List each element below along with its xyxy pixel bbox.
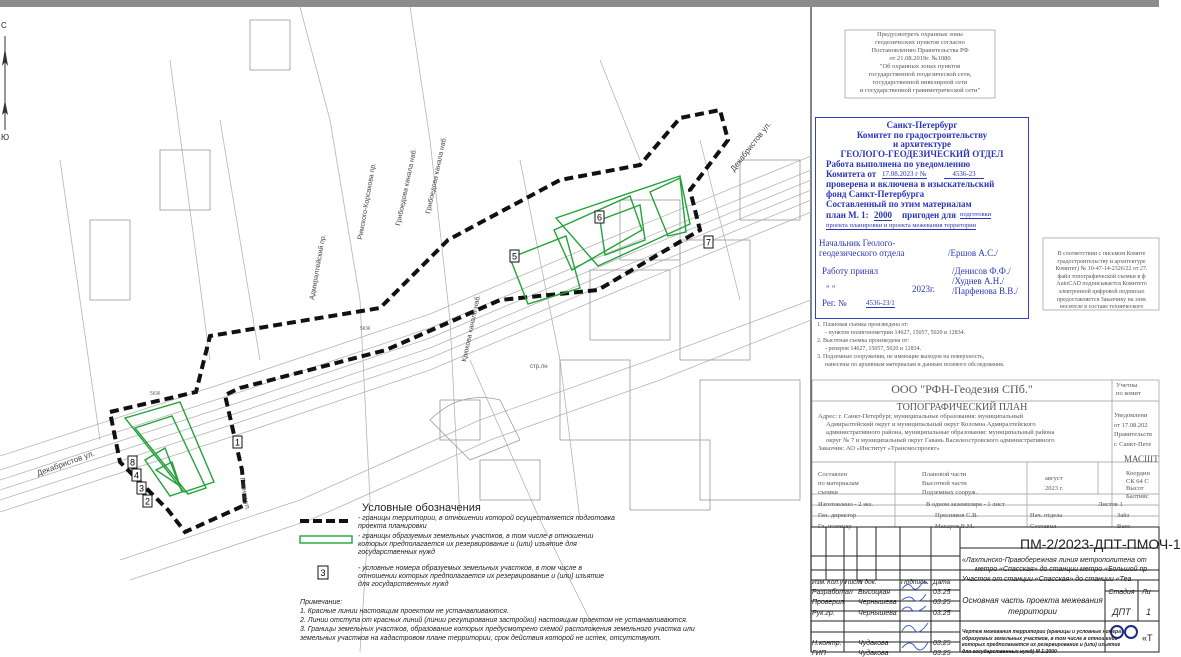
survey-line: 2. Высотная съемка произведена от: (817, 338, 910, 344)
notice-line: от 17.08.202 (1114, 421, 1148, 429)
date-cell: 03.25 (933, 589, 951, 596)
stamp-name: /Парфенова В.В./ (952, 286, 1019, 296)
stamp-line: проекта планировки и проекта межевания территории (826, 222, 977, 229)
role-cell: Проверил (812, 599, 844, 606)
survey-notes (817, 321, 1047, 369)
accounting-line: по комит (1116, 390, 1141, 397)
stamp-number: 4536-23 (944, 170, 984, 179)
zones-line: геодезических пунктов согласно (875, 39, 965, 46)
table-cell: Вахо (1117, 523, 1131, 530)
letter-line: AutoCAD подписывается Комитето (1056, 281, 1147, 288)
stamp-line: ГЕОЛОГО-ГЕОДЕЗИЧЕСКИЙ ОТДЕЛ (840, 149, 1004, 159)
sheet-header: Ли (1142, 589, 1151, 596)
survey-line: 1. Плановая съемка произведена от: (817, 322, 909, 328)
table-cell: В одном экземпляре - 1 лист (926, 501, 1005, 508)
north-arrow-icon (2, 36, 8, 130)
accounting-note (1116, 382, 1141, 398)
stamp-line: план М. 1: (826, 210, 869, 220)
col-header: N док. (858, 579, 877, 586)
drawing-sheet (0, 7, 1181, 657)
col-header: Изм. (812, 579, 826, 586)
zones-line: государственной геодезической сети, (868, 71, 972, 78)
table-cell: Ген. директор (818, 512, 857, 519)
survey-line: - реперов 14627, 15057, 5020 и 12834. (825, 346, 922, 352)
notice-line: Уведомлени (1114, 412, 1148, 419)
parcel-number-8 (128, 456, 137, 468)
address-line: Адрес: г. Санкт-Петербург, муниципальные образования: муниципальный (818, 413, 1024, 420)
drawing-line: которых предполагается их резервирование и (или) изъятие (962, 642, 1121, 649)
legend-item-number: - условные номера образуемых земельных участков, в том числе в отношении которых предполагается их резервирование и (или) изъятие для государственных нужд (358, 565, 605, 588)
address-line: административного района, муниципальные образования: муниципальный района (826, 429, 1055, 436)
stamp-line: и архитектуре (892, 139, 952, 149)
table-cell: Составлен (818, 471, 848, 478)
company-name: ООО "РФН-Геодезия СПб." (891, 382, 1033, 396)
note-line: 1. Красные линии настоящим проектом не устанавливаются. (300, 608, 509, 615)
parcel-number-5 (510, 250, 519, 262)
street-label: Декабристов ул. (35, 448, 96, 478)
parcel-number-4 (132, 469, 141, 481)
role-cell: Рук.гр. (812, 610, 835, 617)
survey-line: - пунктов полигонометрии 14627, 15057, 5020 и 12834. (825, 330, 966, 336)
south-label: Ю (1, 133, 10, 142)
stamp-scale: 2000 (874, 210, 892, 220)
notice-line: г. Санкт-Пете (1114, 440, 1152, 448)
svg-text:7: 7 (705, 237, 712, 248)
parcel-number-6 (595, 211, 604, 223)
coords-col (1126, 470, 1150, 500)
table-cell: съемки (818, 489, 838, 496)
drawing-line: образуемых земельных участков, в том числе в отношении (962, 635, 1118, 642)
col-header: Кол.уч (827, 579, 847, 586)
protection-zones-note (845, 31, 995, 95)
parcel-number-7 (704, 236, 713, 248)
stamp-line: Комитет по градостроительству (856, 130, 988, 140)
parcel-number-2 (143, 495, 152, 507)
parcel-number-1 (233, 436, 242, 448)
letter-line: файл топографической съемки в ф (1057, 273, 1146, 280)
role-cell: Разработал (812, 589, 853, 596)
zones-line: и государственной гравиметрической сети" (859, 87, 981, 94)
stamp-line: Санкт-Петербург (886, 120, 958, 130)
stamp-reg-number: 4536-23/1 (866, 299, 895, 307)
table-cell: СК 64 С (1126, 477, 1149, 485)
street-label: Грибоедова канала наб. (395, 147, 419, 227)
parts-col (922, 470, 977, 497)
table-cell: по материалам (818, 480, 859, 487)
stamp-line: проверена и включена в изыскательский (826, 179, 995, 189)
project-line: «Лахтинско-Правобережная линия метрополитена от (962, 557, 1147, 564)
legend-symbol-parcel (300, 536, 352, 543)
survey-line: нанесены по архивным материалам и данным полевого обследования. (825, 362, 1005, 368)
name-cell: Чудакова (858, 650, 889, 657)
svg-text:4: 4 (133, 470, 140, 481)
legend-title: Условные обозначения (362, 502, 481, 514)
date-cell: 03.25 (933, 640, 951, 647)
drawing-code: ПМ-2/2023-ДПТ-ПМОЧ-1 (1020, 536, 1181, 552)
stamp-line: 2023г. (912, 284, 935, 294)
parcel-number-3 (137, 482, 146, 494)
stamp-line: Рег. № (822, 298, 847, 308)
role-cell: Н.контр. (812, 640, 842, 647)
street-label: Грибоедова канала наб. (425, 135, 449, 215)
viewer-top-bar (0, 0, 1159, 7)
name-cell: Чернышева (858, 610, 897, 617)
accounting-line: Учетны (1116, 382, 1138, 389)
table-cell: Подземных сооруж. (922, 489, 978, 496)
table-cell: Гл. инженер (818, 523, 852, 530)
stamp-line: пригоден для (902, 210, 956, 220)
street-label: Крюкова канала наб. (461, 294, 483, 363)
col-header: Подпись (901, 579, 927, 586)
stamp-name: /Худнев А.Н./ (952, 276, 1005, 286)
approval-stamp (815, 117, 1029, 319)
logo-text: «Т (1142, 633, 1153, 643)
table-cell: Плановой части (922, 471, 967, 478)
project-line: метро «Спасская» до станции метро «Большой пр (975, 566, 1148, 573)
table-cell: Изготовлено - 2 экз. (818, 501, 874, 508)
stamp-line: Комитета от (826, 169, 877, 179)
col-header: Дата (933, 579, 951, 586)
notice-note (1114, 411, 1152, 449)
name-cell: Чернышева (858, 599, 897, 606)
table-cell: Зайз (1117, 512, 1130, 519)
street-label: Глинки ул. (238, 477, 251, 512)
stamp-date: 17.08.2023 г № (882, 170, 927, 178)
stamp-line: подготовки (960, 211, 992, 218)
svg-text:5: 5 (511, 251, 518, 262)
document-title: территории (1008, 607, 1057, 616)
svg-text:2: 2 (144, 496, 151, 507)
svg-text:3: 3 (138, 483, 145, 494)
street-label: Адмиралтейский пр. (309, 233, 328, 301)
stamp-line: Начальник Геолого- (819, 238, 896, 248)
letter-note (1044, 251, 1159, 312)
note-line: 3. Границы земельных участков, образование которых предусмотрено схемой расположения земельного участка или (300, 626, 695, 633)
table-cell: август (1045, 475, 1063, 482)
table-cell: Пресняков С.В. (935, 512, 979, 519)
note-line: 2. Линии отступа от красных линий (линии регулирования застройки) настоящим проектом не устанавливаются. (300, 617, 688, 624)
letter-line: градостроительству и архитектуре (1057, 258, 1146, 265)
letter-line: электронной цифровой подписью (1058, 288, 1145, 295)
stamp-line: " " (826, 284, 836, 294)
stamp-line: Составленный по этим материалам (826, 199, 972, 209)
svg-text:1: 1 (234, 437, 241, 448)
table-cell: Координ (1126, 470, 1150, 477)
table-cell: Составил (1030, 523, 1057, 530)
notes-block (300, 598, 710, 643)
letter-line: предоставляется Заказчику на элек (1056, 296, 1147, 303)
street-label: Декабристов ул. (728, 119, 773, 174)
address-block (818, 413, 1110, 453)
table-cell: Высот (1126, 485, 1144, 492)
drawing-line: Чертеж межевания территории (границы и условные номера (962, 629, 1121, 635)
svg-text:8: 8 (129, 457, 136, 468)
table-cell: Макаров В.М. (935, 523, 975, 530)
document-title: Основная часть проекта межевания (962, 596, 1103, 605)
survey-line: 3. Подземные сооружения, не имеющие выходов на поверхность, (817, 354, 985, 360)
address-line: Адмиралтейский округ и муниципальный округ Коломна Адмиралтейского (826, 421, 1036, 428)
date-cell: 03.25 (933, 610, 951, 617)
stamp-line: геодезического отдела (819, 248, 905, 258)
date-cell: 03.25 (933, 650, 951, 657)
table-cell: Нач. отдела (1030, 512, 1063, 519)
street-label: Римского-Корсакова пр. (357, 162, 378, 241)
composed-col (818, 470, 859, 497)
stamp-name: /Ершов А.С./ (948, 248, 998, 258)
signature-scribbles (902, 582, 928, 650)
stamp-name: /Денисов Ф.Ф./ (952, 266, 1011, 276)
legend-item-boundary: - границы территории, в отношении которой осуществляется подготовка проекта планировки (358, 515, 615, 530)
north-label: С (1, 21, 7, 30)
zones-line: Постановлению Правительства РФ (871, 47, 969, 54)
planning-boundary (110, 110, 728, 532)
plan-title: ТОПОГРАФИЧЕСКИЙ ПЛАН (896, 402, 1028, 413)
sheet-value: 1 (1146, 607, 1152, 617)
table-cell: 2023 г. (1045, 485, 1064, 492)
date-col (1045, 474, 1063, 494)
role-cell: ГИП (812, 650, 826, 657)
stage-header: Стадия (1108, 589, 1135, 596)
letter-line: носителе в составе технического (1059, 304, 1144, 311)
zones-line: государственной нивелирной сети (872, 79, 968, 86)
svg-text:3: 3 (320, 568, 326, 578)
letter-line: Комитет) № 10-47-14-2326/22 от 27. (1055, 266, 1148, 273)
zones-line: Предусмотреть охранные зоны (877, 31, 963, 38)
drawing-description (962, 629, 1121, 655)
letter-line: В соответствии с письмом Комите (1057, 251, 1146, 257)
address-line: округ № 7 и муниципальный округ Гавань Василеостровского административного (826, 437, 1055, 444)
date-cell: 03.25 (933, 599, 951, 606)
scale-header: МАСШТ (1124, 454, 1159, 464)
table-cell: Листов 1 (1098, 501, 1123, 508)
stamp-line: Работу принял (822, 266, 879, 276)
map-note: 5КЖ (150, 391, 161, 397)
name-cell: Чудакова (858, 640, 889, 647)
stage-value: ДПТ (1112, 607, 1131, 617)
map-note: 5КЖ (360, 326, 371, 332)
note-line: земельных участков на кадастровом плане территории, срок действия которой не истек, отсутствуют. (300, 635, 662, 642)
stamp-line: Работа выполнена по уведомлению (826, 159, 971, 169)
svg-text:6: 6 (596, 212, 603, 223)
client-line: Заказчик: АО «Институт «Трансмоспроект» (818, 445, 940, 452)
drawing-line: для государственных нужд) М 1:2000 (962, 648, 1057, 655)
name-cell: Высоцкая (858, 589, 891, 596)
notice-line: Правительств (1114, 431, 1153, 438)
col-header: Лист (845, 579, 862, 586)
zones-line: "Об охранных зонах пунктов (879, 63, 961, 70)
map-note: стр.лн (530, 364, 548, 370)
zones-line: от 21.08.2019г. №1080 (889, 55, 951, 62)
table-cell: Балтийс (1126, 492, 1149, 500)
legend-item-parcel: - границы образуемых земельных участков, в том числе в отношении которых предполагается их резервирование и (или) изъятие для государственных нужд (358, 533, 594, 556)
stamp-line: фонд Санкт-Петербурга (826, 189, 925, 199)
table-cell: Высотной части (922, 480, 967, 487)
notes-title: Примечание: (300, 599, 343, 606)
project-line: Участок от станции «Спасская» до станции «Теа (962, 576, 1132, 583)
legend-symbol-number (318, 566, 328, 579)
